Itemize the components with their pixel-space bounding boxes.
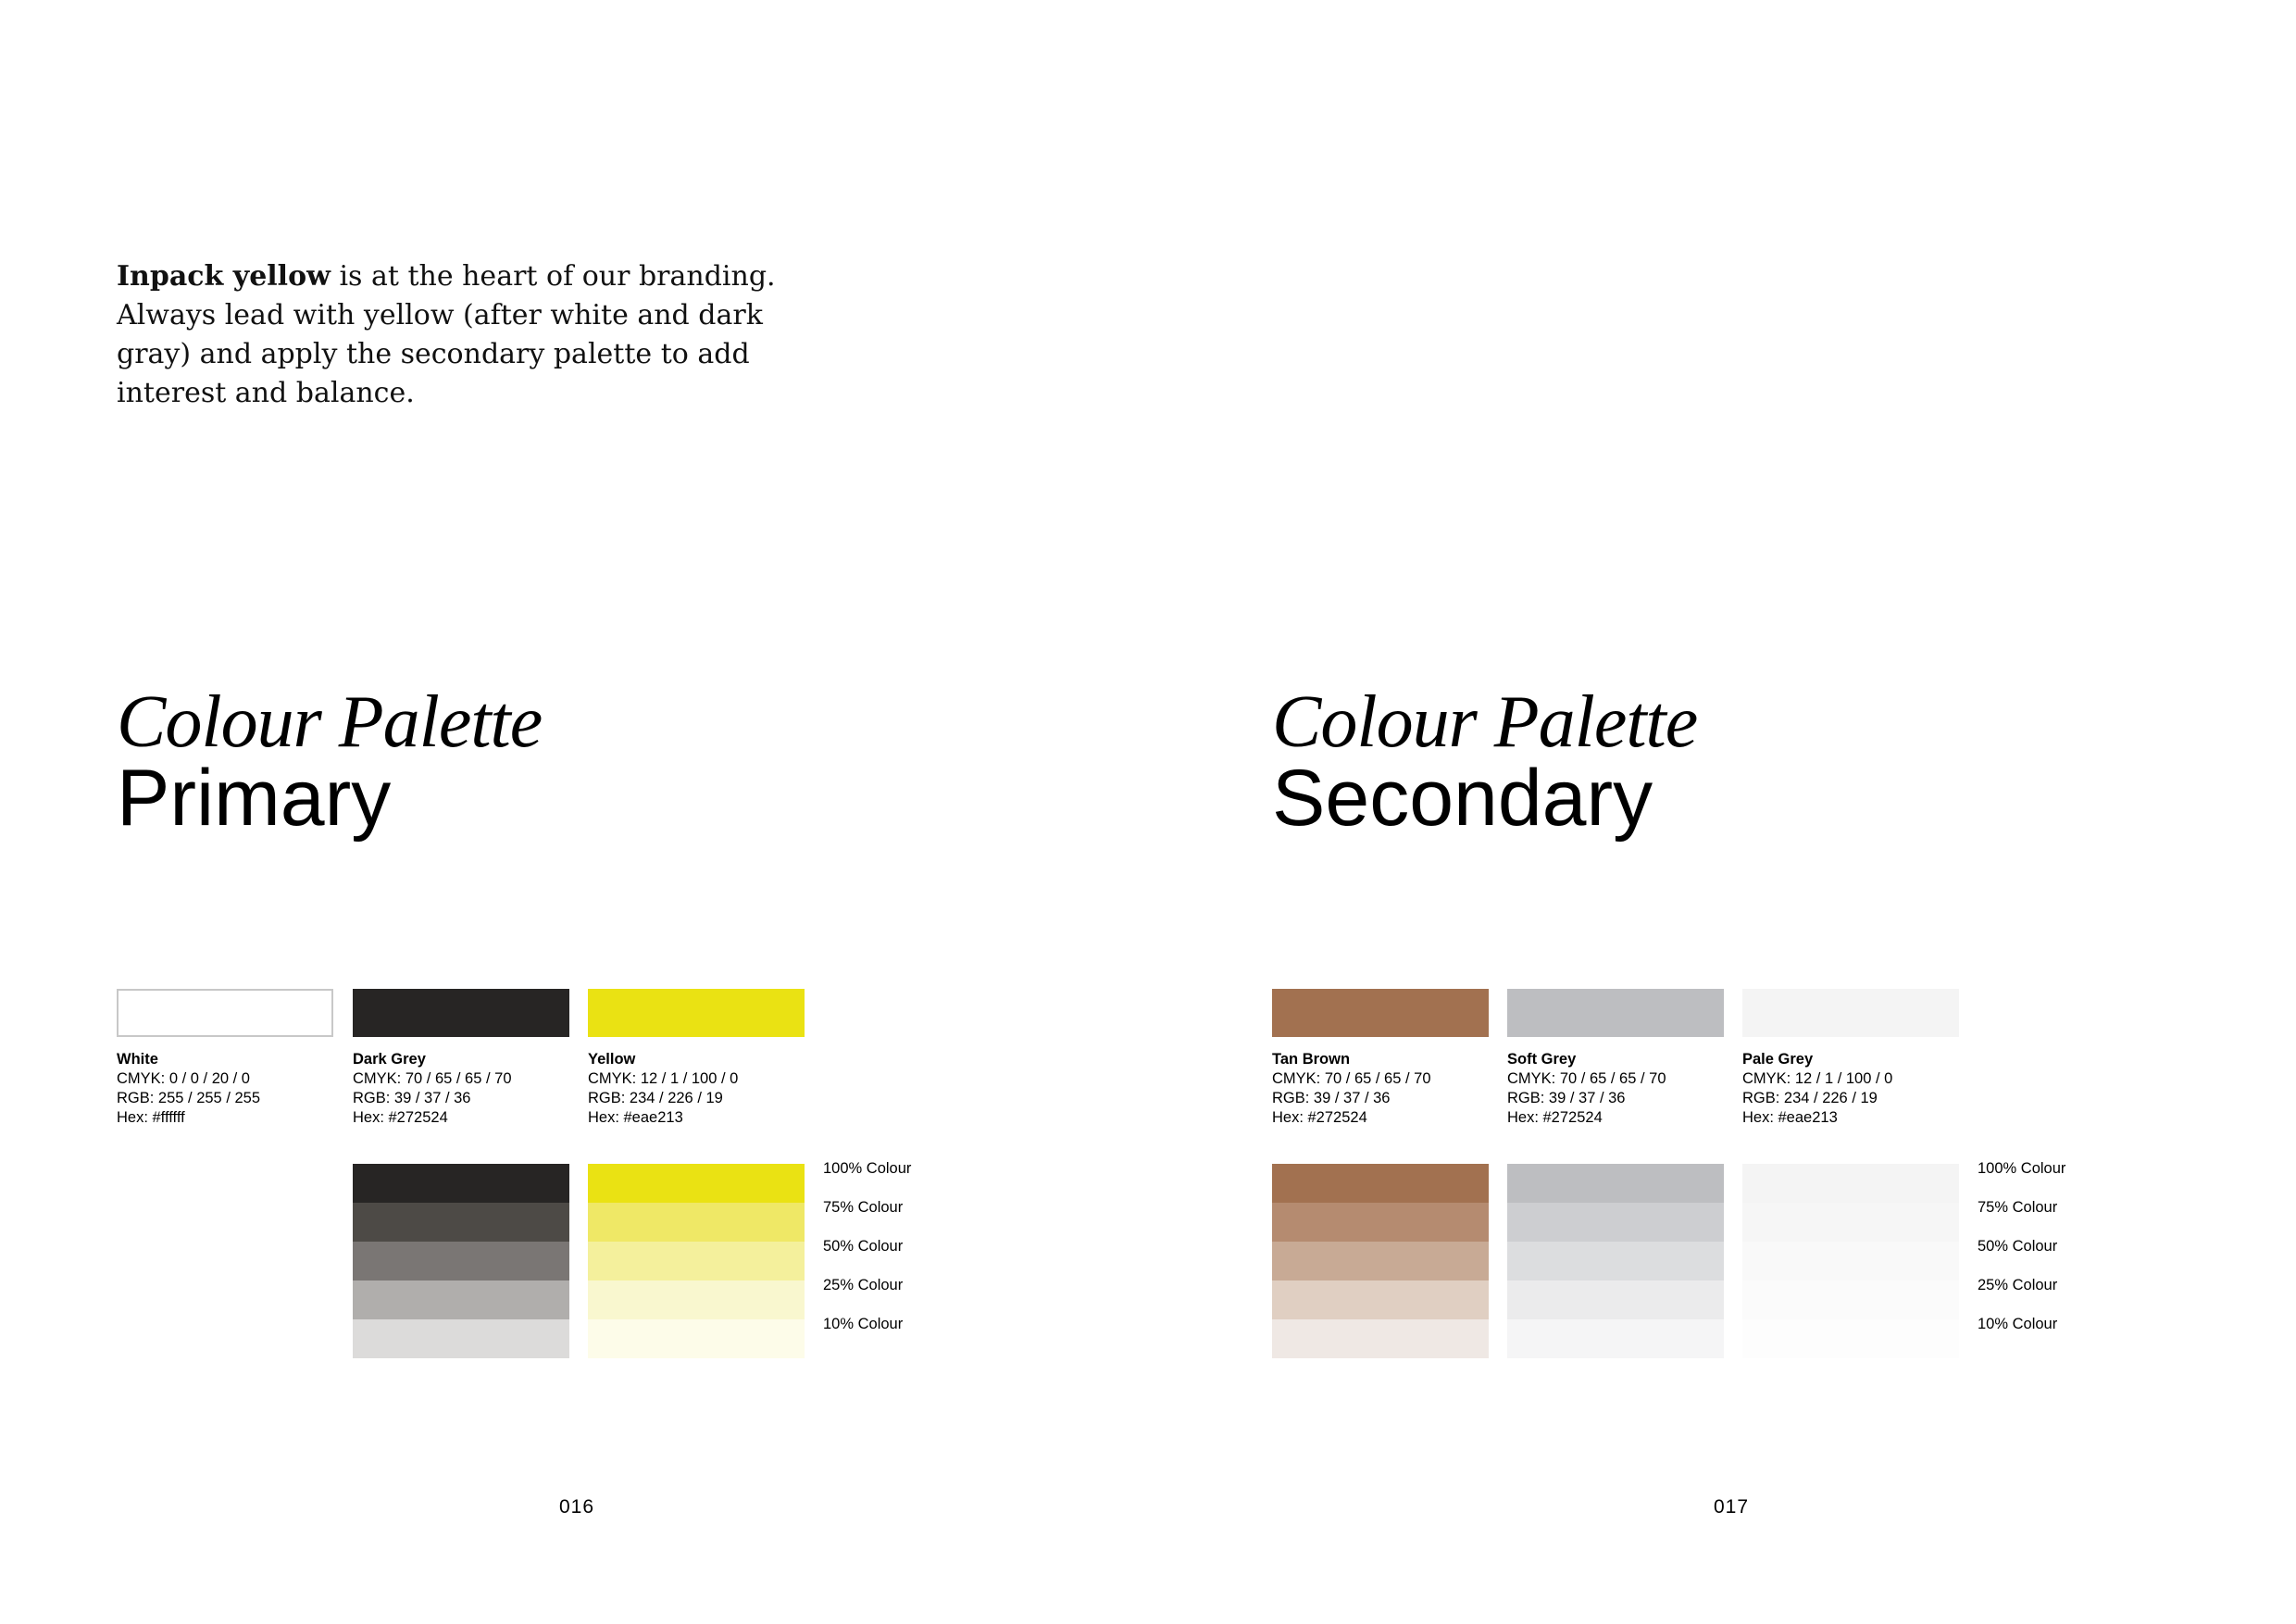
tint-50 (588, 1242, 805, 1280)
tint-100 (1272, 1164, 1489, 1203)
primary-title: Primary (117, 754, 392, 843)
secondary-kicker: Colour Palette (1272, 681, 1698, 763)
swatch-cmyk: CMYK: 0 / 0 / 20 / 0 (117, 1070, 250, 1087)
tint-label-75: 75% Colour (1978, 1199, 2058, 1216)
tint-label-100: 100% Colour (1978, 1160, 2066, 1177)
tint-label-10: 10% Colour (1978, 1316, 2058, 1332)
tint-50 (1507, 1242, 1724, 1280)
tint-column-dark-grey (353, 1164, 569, 1358)
tint-10 (588, 1319, 805, 1358)
swatch-rgb: RGB: 39 / 37 / 36 (353, 1090, 471, 1106)
swatch-cmyk: CMYK: 70 / 65 / 65 / 70 (1272, 1070, 1431, 1087)
tint-50 (1272, 1242, 1489, 1280)
tint-25 (353, 1280, 569, 1319)
swatch-hex: Hex: #ffffff (117, 1109, 185, 1126)
tint-100 (588, 1164, 805, 1203)
tint-column-tan-brown (1272, 1164, 1489, 1358)
swatch-cmyk: CMYK: 70 / 65 / 65 / 70 (353, 1070, 512, 1087)
swatch-hex: Hex: #eae213 (1742, 1109, 1838, 1126)
swatch-rgb: RGB: 39 / 37 / 36 (1507, 1090, 1626, 1106)
swatch-dark-grey (353, 989, 569, 1037)
swatch-rgb: RGB: 234 / 226 / 19 (1742, 1090, 1878, 1106)
tint-75 (1742, 1203, 1959, 1242)
swatch-name: Pale Grey (1742, 1051, 1814, 1068)
page-number-left: 016 (559, 1496, 595, 1518)
tint-10 (1742, 1319, 1959, 1358)
tint-100 (1507, 1164, 1724, 1203)
swatch-rgb: RGB: 255 / 255 / 255 (117, 1090, 261, 1106)
swatch-name: Soft Grey (1507, 1051, 1577, 1068)
tint-label-25: 25% Colour (1978, 1277, 2058, 1293)
swatch-yellow (588, 989, 805, 1037)
secondary-title: Secondary (1272, 754, 1653, 843)
swatch-name: White (117, 1051, 158, 1068)
swatch-info-tan-brown (1272, 1050, 1494, 1128)
tint-label-100: 100% Colour (823, 1160, 912, 1177)
swatch-info-soft-grey (1507, 1050, 1729, 1128)
tint-100 (1742, 1164, 1959, 1203)
tint-75 (588, 1203, 805, 1242)
swatch-tan-brown (1272, 989, 1489, 1037)
swatch-cmyk: CMYK: 12 / 1 / 100 / 0 (1742, 1070, 1893, 1087)
swatch-info-pale-grey (1742, 1050, 1965, 1128)
swatch-hex: Hex: #272524 (353, 1109, 448, 1126)
tint-10 (353, 1319, 569, 1358)
tint-25 (588, 1280, 805, 1319)
tint-25 (1507, 1280, 1724, 1319)
swatch-rgb: RGB: 39 / 37 / 36 (1272, 1090, 1391, 1106)
swatch-cmyk: CMYK: 70 / 65 / 65 / 70 (1507, 1070, 1666, 1087)
tint-10 (1507, 1319, 1724, 1358)
swatch-name: Dark Grey (353, 1051, 426, 1068)
swatch-info-white (117, 1050, 339, 1128)
swatch-name: Tan Brown (1272, 1051, 1351, 1068)
page-number-right: 017 (1714, 1496, 1750, 1518)
tint-label-50: 50% Colour (823, 1238, 904, 1255)
tint-50 (353, 1242, 569, 1280)
primary-kicker: Colour Palette (117, 681, 543, 763)
swatch-info-yellow (588, 1050, 810, 1128)
tint-label-25: 25% Colour (823, 1277, 904, 1293)
tint-column-yellow (588, 1164, 805, 1358)
swatch-name: Yellow (588, 1051, 636, 1068)
swatch-hex: Hex: #272524 (1272, 1109, 1367, 1126)
primary-heading (117, 681, 543, 843)
tint-column-pale-grey (1742, 1164, 1959, 1358)
intro-paragraph (117, 257, 820, 413)
swatch-cmyk: CMYK: 12 / 1 / 100 / 0 (588, 1070, 739, 1087)
tint-25 (1742, 1280, 1959, 1319)
tint-100 (353, 1164, 569, 1203)
tint-label-75: 75% Colour (823, 1199, 904, 1216)
tint-75 (1272, 1203, 1489, 1242)
tint-75 (1507, 1203, 1724, 1242)
secondary-heading (1272, 681, 1698, 843)
swatch-pale-grey (1742, 989, 1959, 1037)
intro-rest: is at the heart of our branding. Always lead with yellow (after white and dark gray) and apply the secondary palette to add interest and balance. (117, 260, 776, 409)
tint-label-10: 10% Colour (823, 1316, 904, 1332)
tint-75 (353, 1203, 569, 1242)
swatch-rgb: RGB: 234 / 226 / 19 (588, 1090, 723, 1106)
tint-25 (1272, 1280, 1489, 1319)
swatch-hex: Hex: #272524 (1507, 1109, 1603, 1126)
swatch-info-dark-grey (353, 1050, 575, 1128)
tint-label-50: 50% Colour (1978, 1238, 2058, 1255)
intro-bold: Inpack yellow (117, 260, 331, 293)
swatch-hex: Hex: #eae213 (588, 1109, 683, 1126)
tint-50 (1742, 1242, 1959, 1280)
swatch-soft-grey (1507, 989, 1724, 1037)
tint-column-soft-grey (1507, 1164, 1724, 1358)
tint-10 (1272, 1319, 1489, 1358)
swatch-white (117, 989, 333, 1037)
